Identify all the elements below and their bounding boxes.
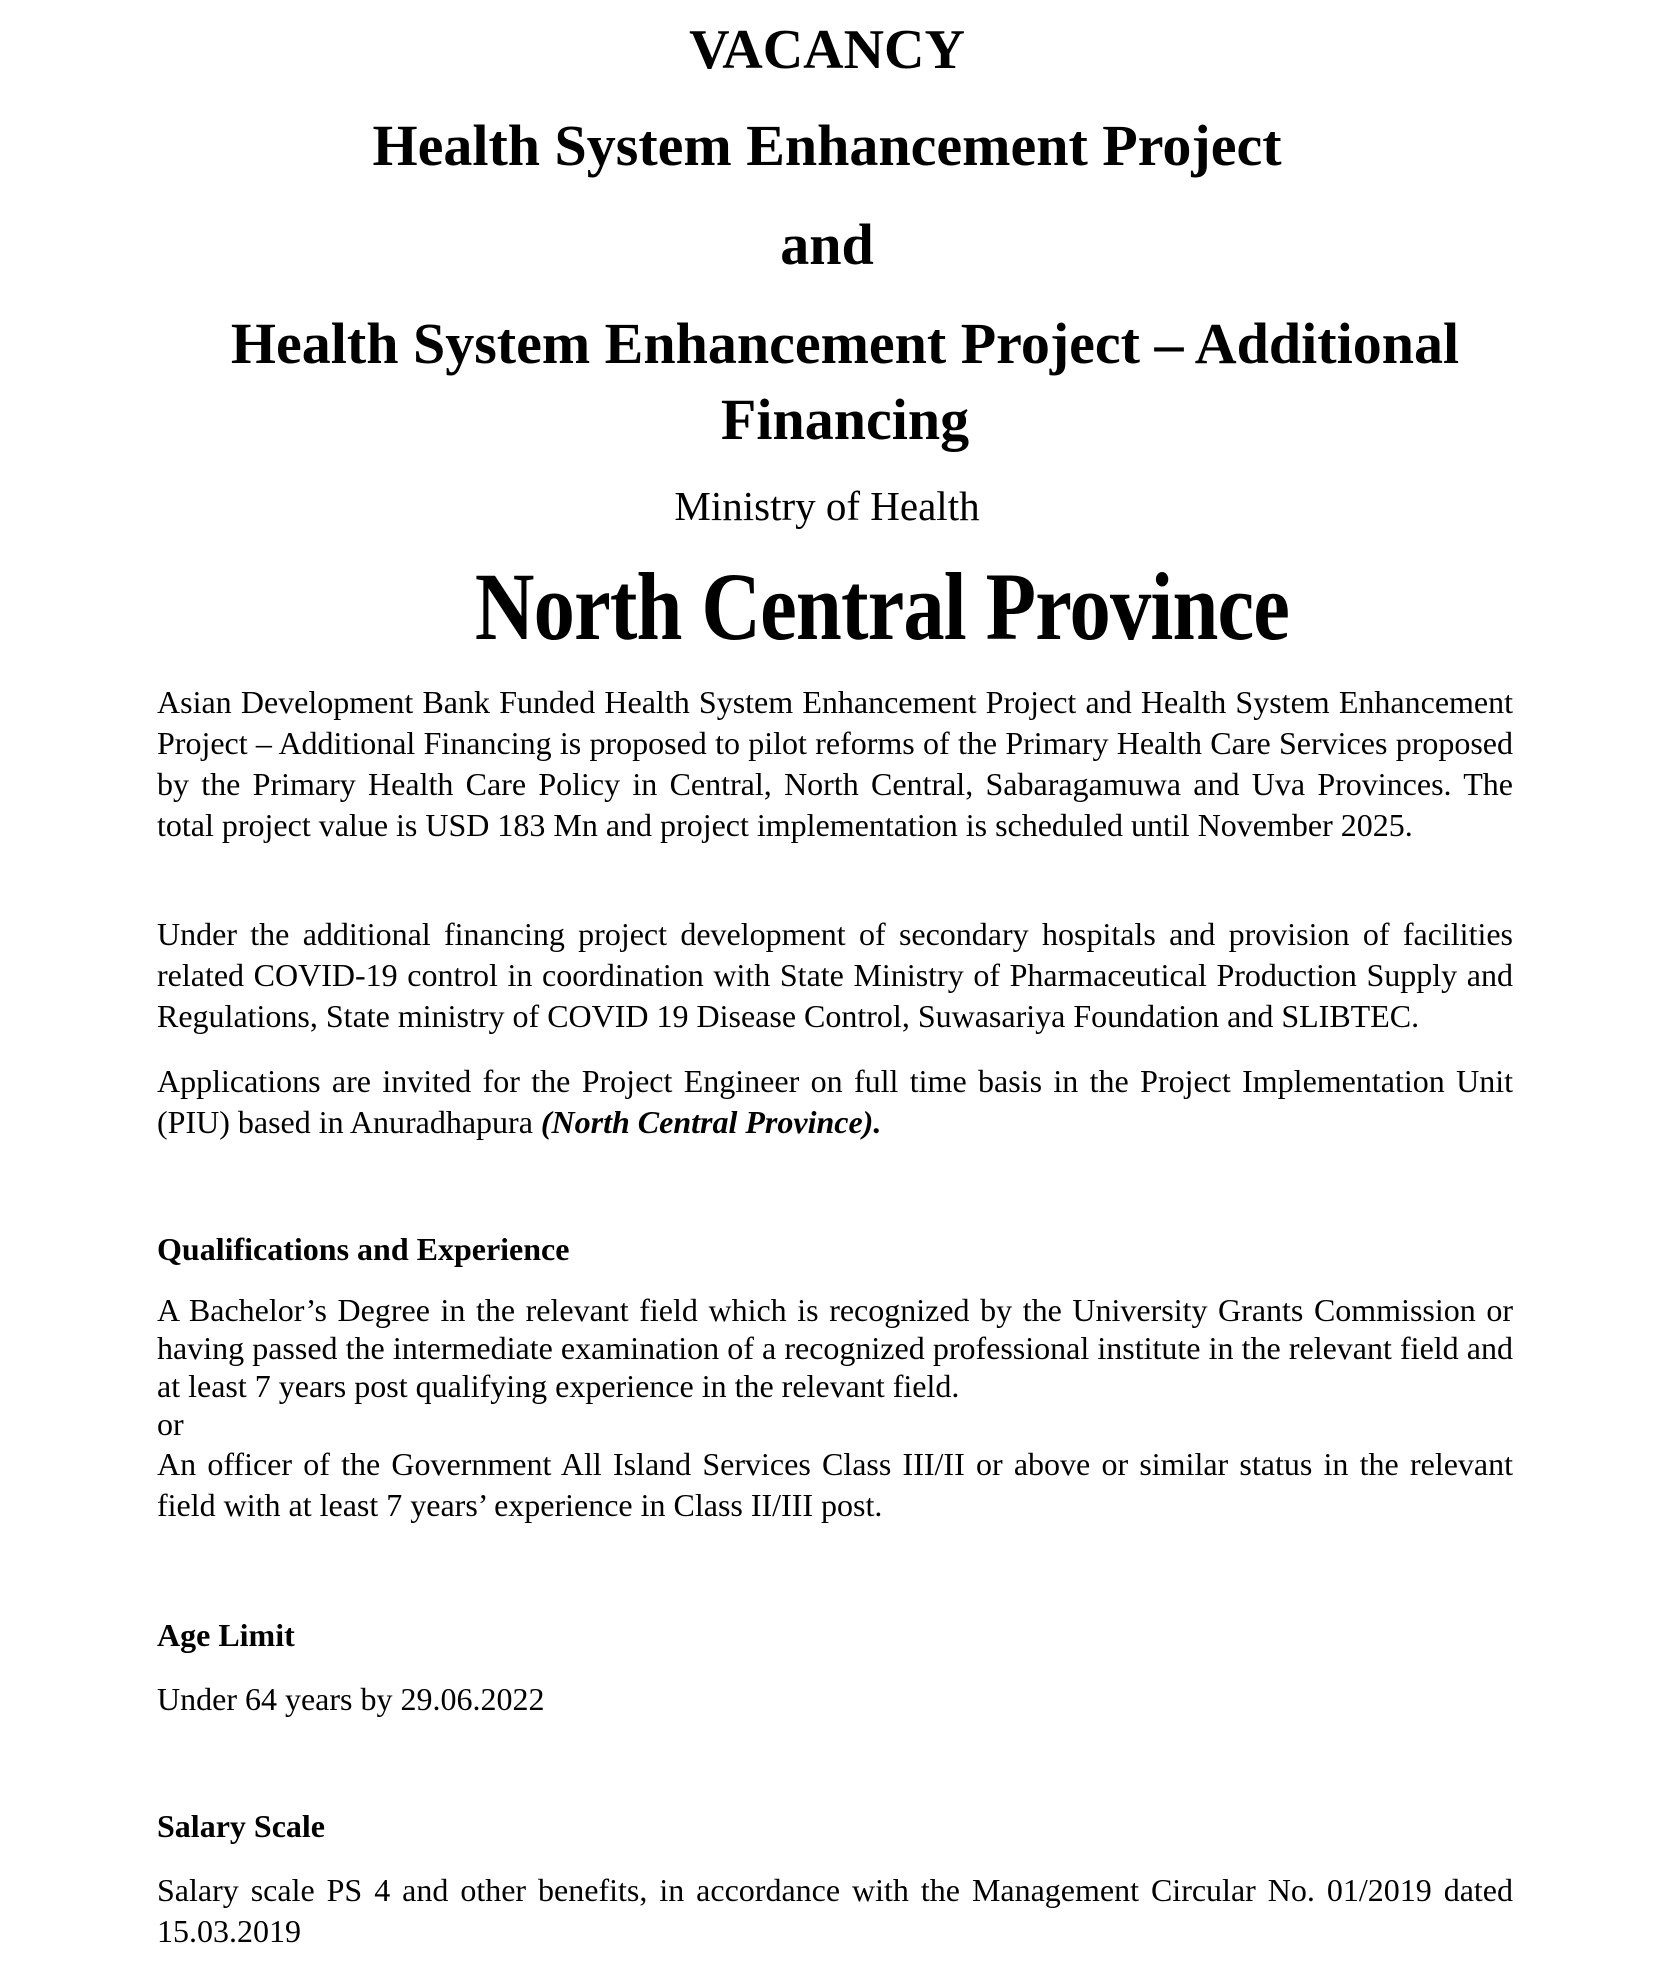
qualifications-heading: Qualifications and Experience	[157, 1231, 570, 1267]
qualification-option-2: An officer of the Government All Island Services Class III/II or above or similar status in the relevant field with at least 7 years’ experience in Class II/III post.	[157, 1446, 1513, 1523]
intro-paragraph-2: Under the additional financing project development of secondary hospitals and provision of facilities related COVID-19 control in coordination with State Ministry of Pharmaceutical Production Supply and Regulations, State ministry of COVID 19 Disease Control, Suwasariya Foundation and SLIBTEC.	[157, 916, 1513, 1034]
title-conjunction: and	[780, 212, 874, 277]
additional-financing-title: Health System Enhancement Project – Additional Financing	[230, 311, 1460, 452]
intro-paragraph-1: Asian Development Bank Funded Health System Enhancement Project and Health System Enhancement Project – Additional Financing is proposed to pilot reforms of the Primary Health Care Services proposed by the Primary Health Care Policy in Central, North Central, Sabaragamuwa and Uva Provinces. The total project value is USD 183 Mn and project implementation is scheduled until November 2025.	[157, 684, 1513, 843]
salary-text: Salary scale PS 4 and other benefits, in accordance with the Management Circular No. 01/2019 dated 15.03.2019	[157, 1872, 1513, 1949]
salary-heading: Salary Scale	[157, 1808, 325, 1844]
age-limit-heading: Age Limit	[157, 1617, 295, 1653]
intro-paragraph-3-emphasis: (North Central Province).	[540, 1104, 882, 1140]
qualification-option-1: A Bachelor’s Degree in the relevant field which is recognized by the University Grants Commission or having passed the intermediate examination of a recognized professional institute in the relevant field and at least 7 years post qualifying experience in the relevant field.	[157, 1292, 1513, 1404]
intro-paragraph-3-text: Applications are invited for the Project Engineer on full time basis in the Project Implementation Unit (PIU) based in Anuradhapura	[157, 1063, 1513, 1140]
age-limit-text: Under 64 years by 29.06.2022	[157, 1681, 545, 1717]
qualification-separator: or	[157, 1406, 184, 1442]
project-title: Health System Enhancement Project	[372, 113, 1282, 178]
intro-paragraph-3	[157, 1061, 1513, 1143]
province-title: North Central Province	[474, 553, 1290, 660]
ministry-name: Ministry of Health	[674, 483, 980, 529]
vacancy-heading: VACANCY	[689, 19, 965, 81]
